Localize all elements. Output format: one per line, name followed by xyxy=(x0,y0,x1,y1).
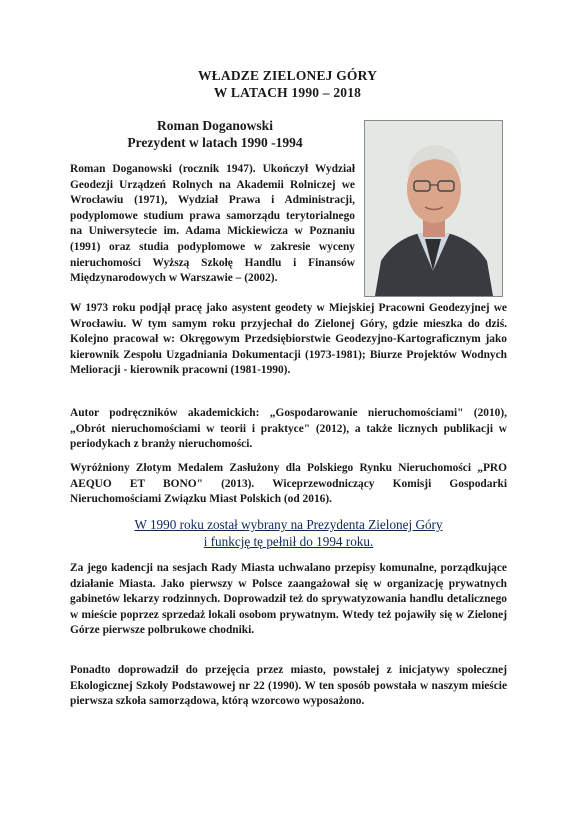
author-paragraph: Autor podręczników akademickich: „Gospodarowanie nieruchomościami" (2010), „Obrót nieruchomościami w teorii i praktyce" (2012), a także licznych publikacji w periodykach z branży nieruchomości. xyxy=(70,407,507,451)
election-heading-line-1: W 1990 roku został wybrany na Prezydenta Zielonej Góry xyxy=(134,517,443,532)
portrait-photo xyxy=(364,120,503,297)
awards-paragraph: Wyróżniony Złotym Medalem Zasłużony dla Polskiego Rynku Nieruchomości „PRO AEQUO ET BONO" (2013). Wiceprzewodniczący Komisji Gospodarki Nieruchomościami Związku Miast Polskich (od 2016). xyxy=(70,462,507,506)
page-title-line-1: WŁADZE ZIELONEJ GÓRY xyxy=(197,68,378,83)
portrait-icon xyxy=(365,121,502,296)
term-paragraph: Za jego kadencji na sesjach Rady Miasta uchwalano przepisy komunalne, porządkujące działanie Miasta. Jako pierwszy w Polsce zaangażował się w organizację prywatnych gabinetów lekarzy rodzinnych. Doprowadził też do sprywatyzowania handlu detalicznego w mieście poprzez sprzedaż lokali osobom prywatnym. Wtedy też pojawiły się w Zielonej Górze pierwsze polbrukowe chodniki. xyxy=(70,562,507,637)
page-title-line-2: W LATACH 1990 – 2018 xyxy=(213,85,362,100)
bio-paragraph: Roman Doganowski (rocznik 1947). Ukończył Wydział Geodezji Urządzeń Rolnych na Akademii Rolniczej we Wrocławiu (1971), Wydział Prawa i Administracji, podyplomowe studium prawa samorządu terytorialnego na Uniwersytecie im. Adama Mickiewicza w Poznaniu (1991) oraz studia podyplomowe w zakresie wyceny nieruchomości Wyższą Szkołę Handlu i Finansów Międzynarodowych w Warszawie – (2002). xyxy=(70,163,355,285)
person-name: Roman Doganowski xyxy=(157,118,273,133)
school-paragraph: Ponadto doprowadził do przejęcia przez miasto, powstałej z inicjatywy społecznej Ekologicznej Szkoły Podstawowej nr 22 (1990). W ten sposób powstała w naszym mieście pierwsza szkoła samorządowa, którą wzorcowo wyposażono. xyxy=(70,664,507,708)
person-role: Prezydent w latach 1990 -1994 xyxy=(127,135,303,150)
election-heading-line-2: i funkcję tę pełnił do 1994 roku. xyxy=(203,534,374,549)
career-paragraph: W 1973 roku podjął pracę jako asystent geodety w Miejskiej Pracowni Geodezyjnej we Wrocławiu. W tym samym roku przyjechał do Zielonej Góry, gdzie mieszka do dziś. Kolejno pracował w: Okręgowym Przedsiębiorstwie Geodezyjno-Kartograficznym jako kierownik Zespołu Uzgadniania Dokumentacji (1973-1981); Biurze Projektów Wodnych Melioracji - kierownik pracowni (1981-1990). xyxy=(70,302,507,377)
